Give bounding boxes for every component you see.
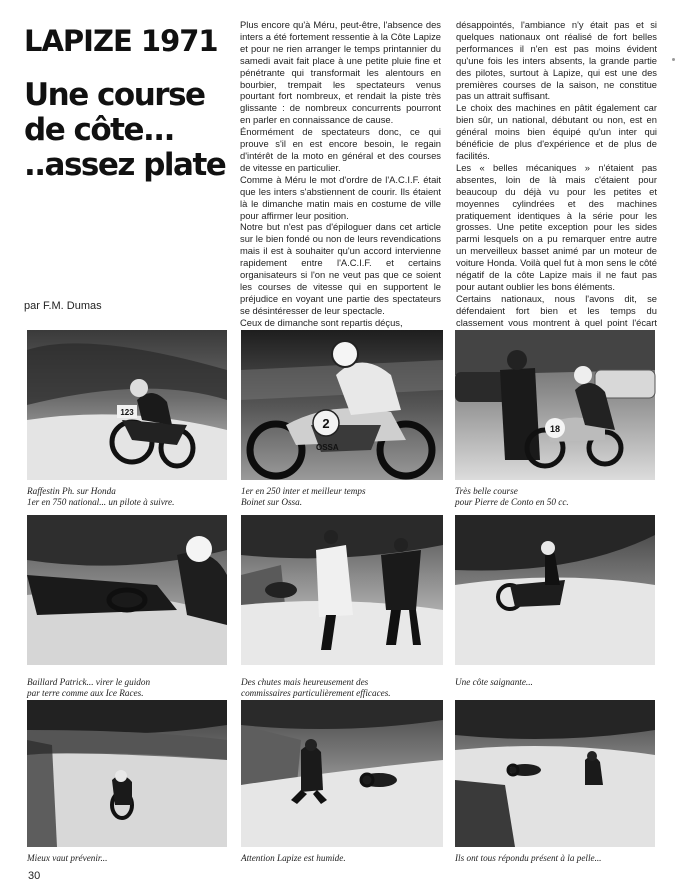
photo-baillard-patrick xyxy=(27,515,227,665)
photo-attention-lapize-humide xyxy=(241,700,443,847)
article-title: LAPIZE 1971 xyxy=(24,24,218,58)
margin-dot xyxy=(672,58,675,61)
paragraph: Plus encore qu'à Méru, peut-être, l'absence des inters a été fortement ressentie à la Côte Lapize et pour ne rien arranger le temps printannier du samedi avait fait place à une petite pluie fine et pénétrante qui transformait les alentours en bourbier, trempait les spectateurs venus pourtant fort nombreux, et rendait la piste très glissante : de nombreux concurrents pourront en parler en connaissance de cause. xyxy=(240,19,441,126)
photo-boinet-ossa xyxy=(241,330,443,480)
paragraph: Notre but n'est pas d'épiloguer dans cet article sur le bien fondé ou non de leurs revendications mais il est à souhaiter qu'un accord intervienne rapidement entre l'A.C.I.F. et certains organisateurs si l'on ne veut pas que ce soient les courses de vitesse qui en supportent le préjudice en voyant une partie des spectateurs se désintéresser de leur spectacle. xyxy=(240,221,441,316)
caption-line: 1er en 250 inter et meilleur temps xyxy=(241,486,366,496)
caption-line: Attention Lapize est humide. xyxy=(241,853,346,863)
caption-line: pour Pierre de Conto en 50 cc. xyxy=(455,497,569,507)
caption-photo-5 xyxy=(241,677,441,699)
caption-line: Très belle course xyxy=(455,486,518,496)
photo-mieux-vaut-prevenir xyxy=(27,700,227,847)
caption-photo-6 xyxy=(455,677,655,688)
bike-brand-label: OSSA xyxy=(316,443,339,452)
caption-photo-7 xyxy=(27,853,227,864)
paragraph: Les « belles mécaniques » n'étaient pas absentes, loin de là mais c'étaient pour beaucoup du déjà vu pour les petites et moyennes cylindrées et des machines pratiquement identiques à la série pour les grosses. Une petite exception pour les sides parmi lesquels on a pu remarquer entre autre un merveilleux basset animé par un moteur de voiture Honda. Voilà quel fut à mon sens le côté négatif de la côte Lapize mais il ne faut pas pour autant oublier les bons éléments. xyxy=(456,161,657,292)
article-subtitle xyxy=(24,78,224,183)
photo-raffestin-honda xyxy=(27,330,227,480)
paragraph: désappointés, l'ambiance n'y était pas et si quelques nationaux ont réalisé de fort belles performances il n'en est pas moins évident qu'une fois les inters absents, la grande partie des pilotes, surtout à Lapize, qui est une des premières courses de la saison, ne constitue pas un attrait suffisant. xyxy=(456,19,657,102)
caption-line: Une côte saignante... xyxy=(455,677,533,687)
photo-commissaires xyxy=(241,515,443,665)
caption-photo-2 xyxy=(241,486,441,508)
caption-line: commissaires particulièrement efficaces. xyxy=(241,688,391,698)
subtitle-line-1: Une course xyxy=(24,77,205,113)
caption-line: Raffestin Ph. sur Honda xyxy=(27,486,116,496)
page-number: 30 xyxy=(28,870,41,882)
caption-line: Ils ont tous répondu présent à la pelle... xyxy=(455,853,602,863)
caption-line: Baillard Patrick... virer le guidon xyxy=(27,677,151,687)
byline: par F.M. Dumas xyxy=(24,300,102,312)
subtitle-line-2: de côte... xyxy=(24,112,174,148)
paragraph: Énormément de spectateurs donc, ce qui prouve s'il en est encore besoin, le regain d'intérêt de la moto en général et des courses de vitesse en particulier. xyxy=(240,126,441,173)
rider-number-label: 18 xyxy=(549,424,561,434)
paragraph: Ceux de dimanche sont repartis déçus, xyxy=(240,316,403,328)
caption-photo-8 xyxy=(241,853,441,864)
caption-line: par terre comme aux Ice Races. xyxy=(27,688,144,698)
photo-pierre-de-conto xyxy=(455,330,655,480)
subtitle-line-3: ..assez plate xyxy=(24,147,226,183)
body-column-2 xyxy=(456,19,657,328)
paragraph: Comme à Méru le mot d'ordre de l'A.C.I.F. était que les inters s'abstiennent de courir. Ils étaient là le dimanche matin mais en costume de ville pour affirmer leur position. xyxy=(240,173,441,221)
caption-line: Des chutes mais heureusement des xyxy=(241,677,369,687)
paragraph: Certains nationaux, nous l'avons dit, se défendaient fort bien et les temps du classement vous montrent à quel point l'écart xyxy=(456,292,657,328)
photo-cote-saignante xyxy=(455,515,655,665)
caption-line: 1er en 750 national... un pilote à suivre. xyxy=(27,497,175,507)
caption-line: Mieux vaut prévenir... xyxy=(27,853,108,863)
caption-photo-1 xyxy=(27,486,227,508)
caption-line: Boinet sur Ossa. xyxy=(241,497,302,507)
paragraph: Le choix des machines en pâtit également car bien sûr, un national, débutant ou non, est en général moins bien équipé qu'un inter qui bénéficie de plus d'expérience et de plus de facilités. xyxy=(456,102,657,161)
photo-a-la-pelle xyxy=(455,700,655,847)
body-column-1 xyxy=(240,19,441,328)
caption-photo-4 xyxy=(27,677,227,699)
caption-photo-3 xyxy=(455,486,655,508)
rider-number-label: 123 xyxy=(120,408,134,417)
rider-number-label: 2 xyxy=(322,416,330,431)
caption-photo-9 xyxy=(455,853,655,864)
